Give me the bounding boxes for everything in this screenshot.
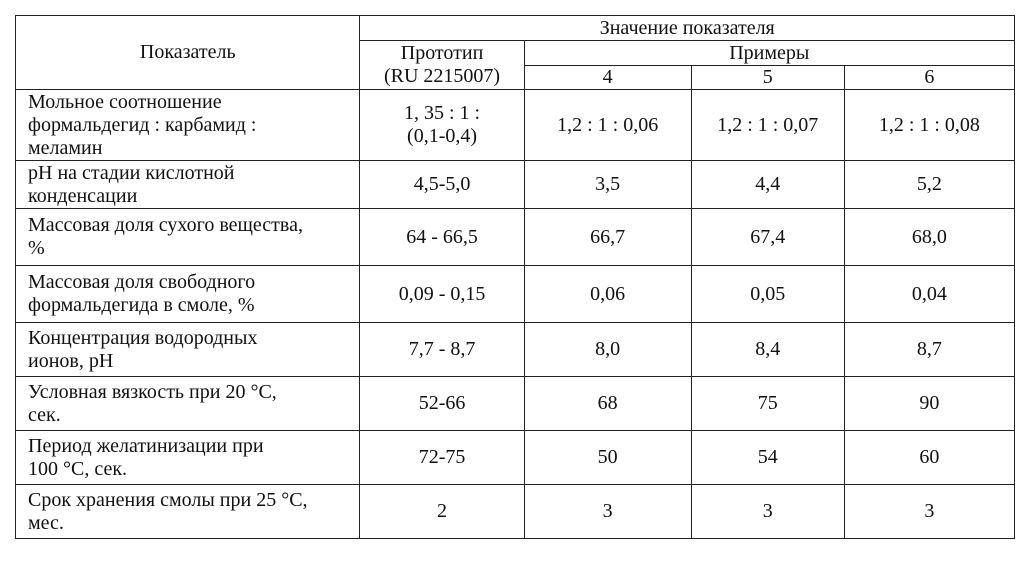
row-prototype-value [360, 323, 524, 377]
row-example-5-value: 8,4 [691, 323, 844, 377]
row-example-4-value: 8,0 [524, 323, 691, 377]
header-example-6: 6 [844, 66, 1014, 90]
row-indicator-line: Массовая доля свободного [28, 271, 256, 293]
row-example-4-value: 1,2 : 1 : 0,06 [524, 90, 691, 161]
row-indicator-name [16, 209, 360, 266]
header-value-group: Значение показателя [360, 16, 1015, 41]
table-row [16, 161, 1015, 209]
row-indicator-line: формальдегид : карбамид : [28, 113, 257, 136]
row-indicator-line: мес. [28, 511, 64, 534]
row-indicator-name [16, 323, 360, 377]
row-indicator-line: формальдегида в смоле, % [28, 294, 255, 316]
table-row [16, 323, 1015, 377]
row-indicator-line: сек. [28, 403, 61, 426]
row-indicator-name [16, 377, 360, 431]
row-indicator-name [16, 431, 360, 485]
row-prototype-value [360, 90, 524, 161]
properties-table [15, 15, 1015, 539]
header-prototype [360, 41, 524, 90]
row-example-6-value: 5,2 [844, 161, 1014, 209]
table-row [16, 209, 1015, 266]
row-indicator-name [16, 161, 360, 209]
row-indicator-line: Срок хранения смолы при 25 °С, [28, 488, 308, 511]
row-prototype-line: 0,09 - 0,15 [398, 282, 486, 305]
row-example-4-value: 0,06 [524, 266, 691, 323]
header-example-4: 4 [524, 66, 691, 90]
row-example-4-value: 68 [524, 377, 691, 431]
row-example-5-value: 0,05 [691, 266, 844, 323]
row-prototype-line: 64 - 66,5 [406, 225, 478, 248]
row-example-4-value: 50 [524, 431, 691, 485]
row-example-4-value: 66,7 [524, 209, 691, 266]
row-indicator-line: Массовая доля сухого вещества, [28, 214, 303, 236]
row-indicator-name [16, 485, 360, 539]
row-example-5-value: 54 [691, 431, 844, 485]
row-prototype-line: 4,5-5,0 [413, 173, 471, 195]
row-indicator-line: конденсации [28, 184, 138, 207]
row-prototype-line: 7,7 - 8,7 [408, 338, 476, 360]
row-example-5-value: 75 [691, 377, 844, 431]
row-example-5-value: 67,4 [691, 209, 844, 266]
table-row [16, 377, 1015, 431]
row-example-6-value: 60 [844, 431, 1014, 485]
row-example-5-value: 3 [691, 485, 844, 539]
row-indicator-line: Мольное соотношение [28, 90, 222, 113]
header-prototype-line: (RU 2215007) [383, 65, 501, 87]
row-indicator-line: ионов, рН [28, 349, 114, 372]
row-prototype-value [360, 431, 524, 485]
row-prototype-value [360, 485, 524, 539]
row-example-4-value: 3 [524, 485, 691, 539]
row-prototype-line: 2 [437, 500, 448, 522]
row-prototype-value [360, 209, 524, 266]
row-example-6-value: 1,2 : 1 : 0,08 [844, 90, 1014, 161]
row-indicator-line: Условная вязкость при 20 °С, [28, 380, 277, 403]
row-example-5-value: 4,4 [691, 161, 844, 209]
header-example-5: 5 [691, 66, 844, 90]
table-container [15, 15, 1015, 539]
row-example-6-value: 68,0 [844, 209, 1014, 266]
row-indicator-line: рН на стадии кислотной [28, 161, 235, 184]
row-prototype-line: 1, 35 : 1 : [403, 102, 481, 124]
row-example-6-value: 8,7 [844, 323, 1014, 377]
row-prototype-line: 52-66 [418, 392, 466, 414]
table-row [16, 90, 1015, 161]
row-prototype-line: 72-75 [418, 446, 466, 468]
row-example-4-value: 3,5 [524, 161, 691, 209]
row-prototype-value [360, 377, 524, 431]
row-example-6-value: 3 [844, 485, 1014, 539]
header-row-1 [16, 16, 1015, 41]
row-indicator-line: 100 °С, сек. [28, 457, 128, 480]
header-examples-group: Примеры [524, 41, 1014, 66]
row-example-5-value: 1,2 : 1 : 0,07 [691, 90, 844, 161]
row-example-6-value: 90 [844, 377, 1014, 431]
row-indicator-line: % [28, 237, 45, 259]
row-prototype-value [360, 266, 524, 323]
header-prototype-line: Прототип [400, 42, 484, 64]
row-example-6-value: 0,04 [844, 266, 1014, 323]
row-prototype-line: (0,1-0,4) [407, 125, 478, 147]
table-row [16, 431, 1015, 485]
table-row [16, 266, 1015, 323]
row-indicator-name [16, 90, 360, 161]
row-prototype-value [360, 161, 524, 209]
row-indicator-line: Период желатинизации при [28, 434, 264, 457]
table-row [16, 485, 1015, 539]
header-indicator: Показатель [16, 16, 360, 90]
row-indicator-line: меламин [28, 136, 103, 159]
table-body [16, 90, 1015, 539]
row-indicator-line: Концентрация водородных [28, 326, 258, 349]
row-indicator-name [16, 266, 360, 323]
